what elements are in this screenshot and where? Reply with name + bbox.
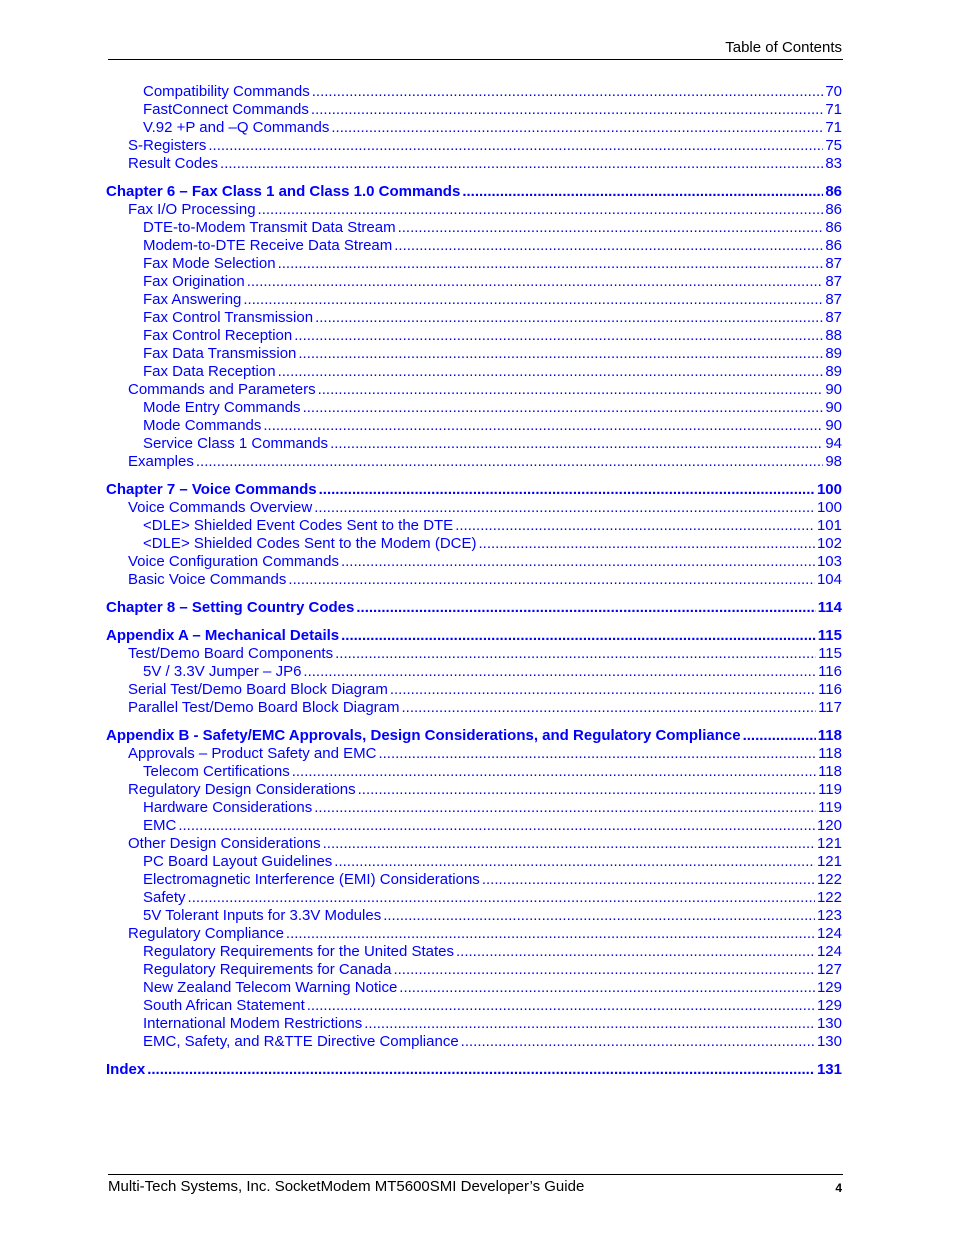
toc-entry-title: Regulatory Design Considerations [128,781,356,798]
toc-dot-leader [288,571,815,589]
toc-entry-link[interactable] [106,681,842,699]
toc-entry-title: DTE-to-Modem Transmit Data Stream [143,219,396,236]
toc-entry-link[interactable] [106,817,842,835]
toc-entry-link[interactable] [106,835,842,853]
toc-entry-link[interactable] [106,645,842,663]
toc-entry-link[interactable] [106,101,842,119]
toc-entry-link[interactable] [106,219,842,237]
toc-dot-leader [319,481,815,499]
toc-dot-leader [311,101,823,119]
toc-page-number: 116 [818,681,842,698]
toc-dot-leader [258,201,824,219]
toc-page-number: 131 [816,1061,842,1078]
toc-entry-title: Regulatory Requirements for Canada [143,961,392,978]
toc-page-number: 129 [816,997,842,1014]
toc-dot-leader [358,781,816,799]
toc-entry-link[interactable] [106,399,842,417]
toc-page-number: 118 [817,727,842,744]
toc-entry-title: Chapter 7 – Voice Commands [106,481,317,498]
toc-dot-leader [393,961,815,979]
toc-entry-title: Compatibility Commands [143,83,310,100]
toc-entry-link[interactable] [106,309,842,327]
toc-dot-leader [331,119,823,137]
toc-entry-link[interactable] [106,435,842,453]
footer-document-title: Multi-Tech Systems, Inc. SocketModem MT5600SMI Developer’s Guide [108,1178,585,1195]
toc-page-number: 122 [816,889,842,906]
toc-entry-link[interactable] [106,453,842,471]
toc-dot-leader [318,381,824,399]
page-header [108,38,843,60]
toc-entry-title: Fax Control Reception [143,327,293,344]
toc-dot-leader [335,645,816,663]
toc-page-number: 118 [818,745,842,762]
toc-dot-leader [286,925,815,943]
toc-chapter-link[interactable] [106,627,842,645]
toc-entry-link[interactable] [106,291,842,309]
toc-page-number: 130 [816,1033,842,1050]
toc-dot-leader [398,219,824,237]
toc-page-number: 75 [825,137,842,154]
toc-entry-title: Fax Data Transmission [143,345,297,362]
toc-entry-title: Index [106,1061,146,1078]
toc-dot-leader [456,943,815,961]
toc-entry-title: Fax Control Transmission [143,309,314,326]
toc-entry-link[interactable] [106,517,842,535]
toc-page-number: 86 [825,183,842,200]
toc-page-number: 90 [825,381,842,398]
toc-entry-title: Fax Origination [143,273,245,290]
toc-dot-leader [315,309,823,327]
toc-page-number: 127 [816,961,842,978]
toc-dot-leader [188,889,815,907]
toc-chapter-link[interactable] [106,599,842,617]
toc-dot-leader [399,979,815,997]
toc-page-number: 124 [816,925,842,942]
toc-entry-title: Safety [143,889,186,906]
toc-entry-title: Appendix B - Safety/EMC Approvals, Design Considerations, and Regulatory Compliance [106,727,741,744]
toc-page-number: 98 [825,453,842,470]
toc-entry-title: South African Statement [143,997,305,1014]
toc-entry-link[interactable] [106,417,842,435]
toc-page-number: 100 [816,481,842,498]
toc-dot-leader [390,681,816,699]
toc-dot-leader [383,907,815,925]
toc-entry-title: EMC, Safety, and R&TTE Directive Compliance [143,1033,459,1050]
toc-entry-title: Mode Entry Commands [143,399,301,416]
toc-page-number: 115 [817,627,842,644]
toc-dot-leader [292,763,816,781]
toc-entry-title: Approvals – Product Safety and EMC [128,745,377,762]
toc-page-number: 90 [825,399,842,416]
toc-entry-link[interactable] [106,381,842,399]
toc-page-number: 87 [825,273,842,290]
toc-page-number: 87 [825,309,842,326]
toc-page-number: 114 [817,599,842,616]
toc-entry-title: FastConnect Commands [143,101,309,118]
toc-entry-link[interactable] [106,943,842,961]
toc-dot-leader [479,535,815,553]
toc-chapter-link[interactable] [106,727,842,745]
toc-entry-link[interactable] [106,1015,842,1033]
toc-entry-title: <DLE> Shielded Codes Sent to the Modem (DCE) [143,535,477,552]
toc-entry-link[interactable] [106,201,842,219]
toc-page-number: 70 [825,83,842,100]
toc-entry-title: Fax Mode Selection [143,255,276,272]
toc-dot-leader [402,699,817,717]
toc-entry-link[interactable] [106,345,842,363]
toc-entry-link[interactable] [106,535,842,553]
toc-page-number: 87 [825,255,842,272]
toc-page-number: 122 [816,871,842,888]
toc-dot-leader [243,291,823,309]
toc-dot-leader [208,137,823,155]
toc-dot-leader [263,417,823,435]
toc-entry-link[interactable] [106,255,842,273]
toc-entry-title: Voice Commands Overview [128,499,313,516]
toc-entry-title: V.92 +P and –Q Commands [143,119,330,136]
toc-entry-link[interactable] [106,663,842,681]
toc-entry-title: Regulatory Requirements for the United States [143,943,454,960]
toc-dot-leader [196,453,823,471]
toc-dot-leader [323,835,815,853]
toc-entry-title: Fax I/O Processing [128,201,256,218]
toc-dot-leader [307,997,815,1015]
toc-page-number: 89 [825,363,842,380]
toc-page-number: 130 [816,1015,842,1032]
toc-entry-title: Appendix A – Mechanical Details [106,627,340,644]
toc-dot-leader [298,345,823,363]
toc-dot-leader [247,273,824,291]
toc-page-number: 86 [825,219,842,236]
toc-entry-title: EMC [143,817,177,834]
toc-page-number: 121 [816,835,842,852]
toc-dot-leader [314,499,815,517]
toc-dot-leader [294,327,823,345]
toc-entry-link[interactable] [106,763,842,781]
toc-dot-leader [462,183,823,201]
toc-entry-link[interactable] [106,273,842,291]
toc-entry-link[interactable] [106,155,842,173]
toc-entry-title: New Zealand Telecom Warning Notice [143,979,398,996]
toc-page-number: 121 [816,853,842,870]
toc-page-number: 89 [825,345,842,362]
toc-entry-title: S-Registers [128,137,207,154]
toc-entry-title: Modem-to-DTE Receive Data Stream [143,237,393,254]
toc-entry-link[interactable] [106,119,842,137]
toc-entry-link[interactable] [106,1033,842,1051]
toc-page-number: 101 [816,517,842,534]
toc-dot-leader [312,83,824,101]
toc-page-number: 123 [816,907,842,924]
toc-dot-leader [278,363,824,381]
toc-entry-title: Chapter 8 – Setting Country Codes [106,599,355,616]
toc-dot-leader [461,1033,815,1051]
toc-entry-title: Voice Configuration Commands [128,553,339,570]
toc-dot-leader [341,553,815,571]
toc-page-number: 117 [818,699,842,716]
toc-entry-title: PC Board Layout Guidelines [143,853,333,870]
toc-dot-leader [364,1015,815,1033]
toc-page-number: 129 [816,979,842,996]
toc-entry-link[interactable] [106,799,842,817]
toc-entry-title: Regulatory Compliance [128,925,284,942]
toc-dot-leader [278,255,824,273]
toc-dot-leader [334,853,815,871]
toc-entry-title: Serial Test/Demo Board Block Diagram [128,681,388,698]
toc-dot-leader [220,155,823,173]
toc-entry-link[interactable] [106,327,842,345]
toc-chapter-link[interactable] [106,183,842,201]
toc-dot-leader [482,871,815,889]
toc-page-number: 86 [825,201,842,218]
toc-page-number: 88 [825,327,842,344]
toc-entry-link[interactable] [106,137,842,155]
toc-page-number: 102 [816,535,842,552]
toc-entry-title: Fax Data Reception [143,363,276,380]
toc-entry-link[interactable] [106,363,842,381]
toc-entry-title: International Modem Restrictions [143,1015,363,1032]
toc-dot-leader [341,627,816,645]
toc-entry-link[interactable] [106,745,842,763]
toc-entry-link[interactable] [106,907,842,925]
toc-page-number: 90 [825,417,842,434]
toc-entry-title: Mode Commands [143,417,262,434]
toc-entry-title: Electromagnetic Interference (EMI) Considerations [143,871,480,888]
toc-page-number: 119 [818,781,842,798]
toc-page-number: 83 [825,155,842,172]
toc-dot-leader [356,599,815,617]
toc-entry-link[interactable] [106,889,842,907]
toc-page-number: 104 [816,571,842,588]
toc-entry-link[interactable] [106,925,842,943]
toc-entry-link[interactable] [106,781,842,799]
toc-entry-title: Hardware Considerations [143,799,313,816]
toc-entry-title: Test/Demo Board Components [128,645,334,662]
toc-entry-link[interactable] [106,83,842,101]
page-footer [108,1174,843,1195]
toc-chapter-link[interactable] [106,1061,842,1079]
toc-dot-leader [303,663,816,681]
toc-dot-leader [303,399,824,417]
toc-entry-title: Basic Voice Commands [128,571,287,588]
toc-page-number: 71 [825,101,842,118]
footer-page-number: 4 [835,1181,842,1195]
toc-page-number: 100 [816,499,842,516]
toc-entry-link[interactable] [106,699,842,717]
toc-entry-title: Parallel Test/Demo Board Block Diagram [128,699,400,716]
toc-page-number: 120 [816,817,842,834]
toc-dot-leader [455,517,815,535]
toc-page-number: 94 [825,435,842,452]
toc-entry-link[interactable] [106,961,842,979]
toc-dot-leader [314,799,816,817]
toc-page-number: 115 [818,645,842,662]
toc-entry-title: Other Design Considerations [128,835,321,852]
toc-entry-link[interactable] [106,871,842,889]
toc-dot-leader [743,727,816,745]
toc-entry-link[interactable] [106,499,842,517]
toc-entry-title: Examples [128,453,194,470]
table-of-contents [106,83,842,1079]
toc-entry-title: Telecom Certifications [143,763,290,780]
toc-page-number: 116 [818,663,842,680]
toc-entry-title: 5V Tolerant Inputs for 3.3V Modules [143,907,382,924]
toc-entry-title: 5V / 3.3V Jumper – JP6 [143,663,302,680]
toc-page-number: 119 [818,799,842,816]
toc-page-number: 118 [818,763,842,780]
toc-entry-link[interactable] [106,979,842,997]
toc-dot-leader [147,1061,815,1079]
header-title: Table of Contents [725,39,842,56]
toc-entry-link[interactable] [106,853,842,871]
toc-page-number: 86 [825,237,842,254]
toc-entry-link[interactable] [106,997,842,1015]
toc-entry-link[interactable] [106,553,842,571]
toc-page-number: 87 [825,291,842,308]
toc-entry-title: <DLE> Shielded Event Codes Sent to the DTE [143,517,454,534]
toc-page-number: 124 [816,943,842,960]
toc-chapter-link[interactable] [106,481,842,499]
toc-dot-leader [394,237,823,255]
toc-entry-title: Service Class 1 Commands [143,435,329,452]
toc-entry-title: Result Codes [128,155,219,172]
toc-entry-title: Commands and Parameters [128,381,316,398]
toc-page-number: 103 [816,553,842,570]
toc-entry-link[interactable] [106,571,842,589]
toc-dot-leader [178,817,815,835]
toc-entry-link[interactable] [106,237,842,255]
toc-entry-title: Chapter 6 – Fax Class 1 and Class 1.0 Commands [106,183,461,200]
toc-entry-title: Fax Answering [143,291,242,308]
toc-dot-leader [330,435,823,453]
toc-page-number: 71 [825,119,842,136]
toc-dot-leader [378,745,816,763]
